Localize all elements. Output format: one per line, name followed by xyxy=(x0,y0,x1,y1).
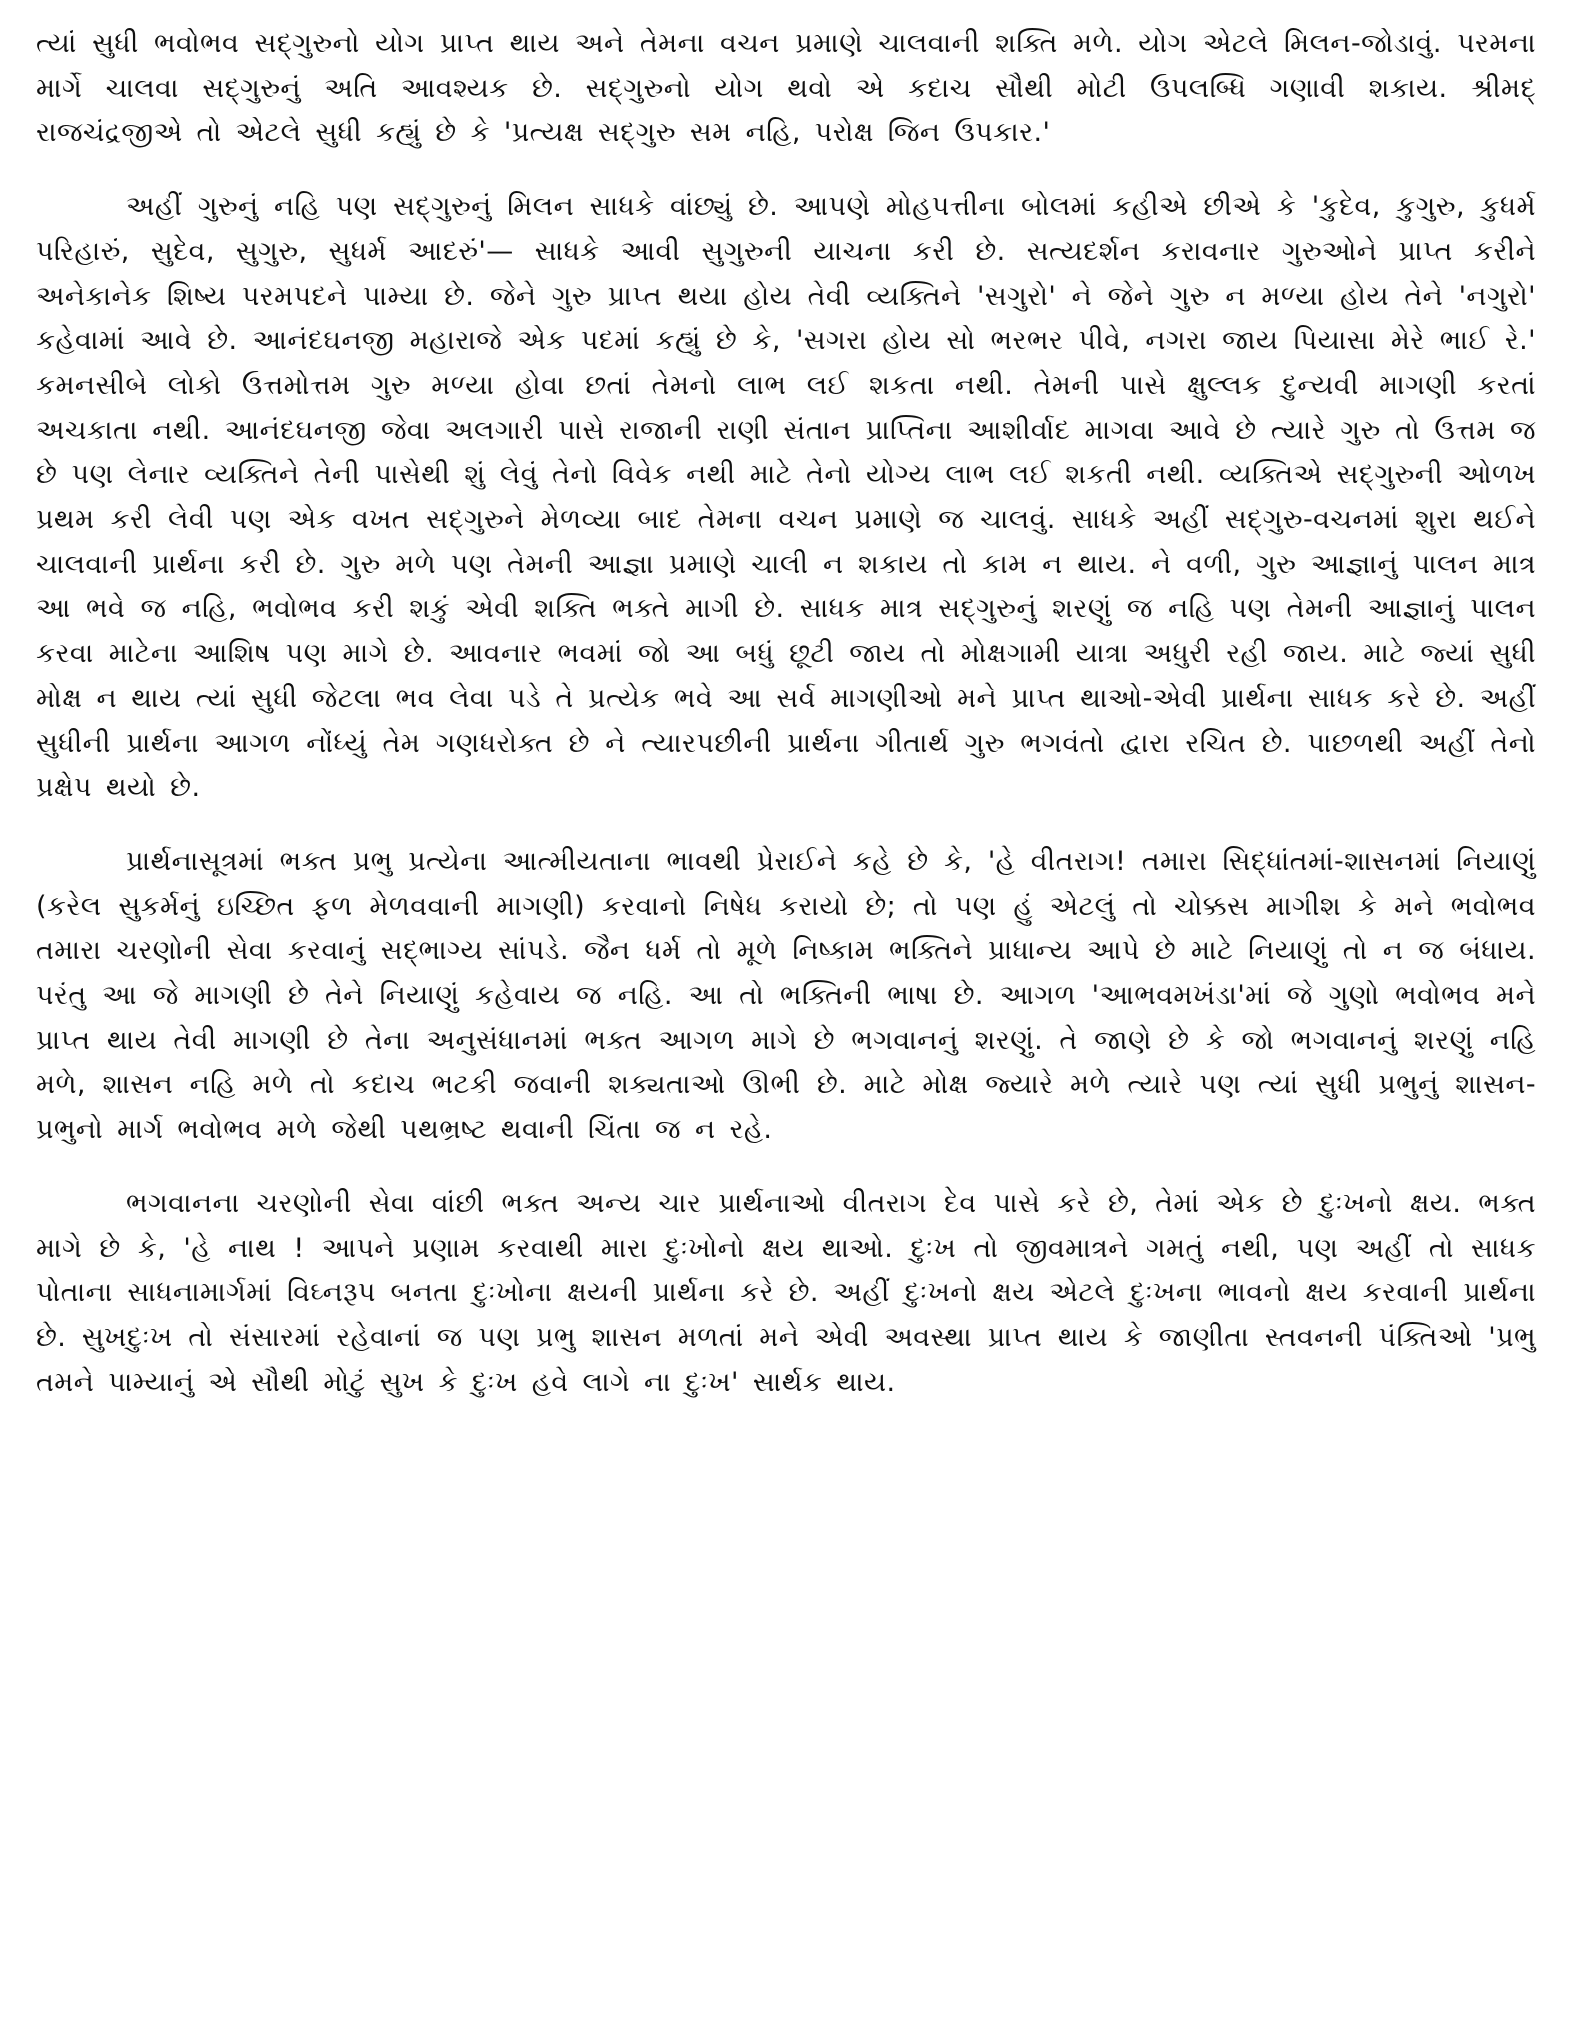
paragraph-1: ત્યાં સુધી ભવોભવ સદ્‌ગુરુનો યોગ પ્રાપ્ત થાય અને તેમના વચન પ્રમાણે ચાલવાની શક્તિ મળે. યોગ એટલે મિલન-જોડાવું. પરમના માર્ગે ચાલવા સદ્‌ગુરુનું અતિ આવશ્યક છે. સદ્‌ગુરુનો યોગ થવો એ કદાચ સૌથી મોટી ઉપલબ્ધિ ગણાવી શકાય. શ્રીમદ્‌ રાજચંદ્રજીએ તો એટલે સુધી કહ્યું છે કે 'પ્રત્યક્ષ સદ્‌ગુરુ સમ નહિ, પરોક્ષ જિન ઉપકાર.' xyxy=(36,28,1536,149)
paragraph-4: ભગવાનના ચરણોની સેવા વાંછી ભક્ત અન્ય ચાર પ્રાર્થનાઓ વીતરાગ દેવ પાસે કરે છે, તેમાં એક છે દુઃખનો ક્ષય. ભક્ત માગે છે કે, 'હે નાથ ! આપને પ્રણામ કરવાથી મારા દુઃખોનો ક્ષય થાઓ. દુઃખ તો જીવમાત્રને ગમતું નથી, પણ અહીં તો સાધક પોતાના સાધનામાર્ગમાં વિઘ્નરૂપ બનતા દુઃખોના ક્ષયની પ્રાર્થના કરે છે. અહીં દુઃખનો ક્ષય એટલે દુઃખના ભાવનો ક્ષય કરવાની પ્રાર્થના છે. સુખદુઃખ તો સંસારમાં રહેવાનાં જ પણ પ્રભુ શાસન મળતાં મને એવી અવસ્થા પ્રાપ્ત થાય કે જાણીતા સ્તવનની પંક્તિઓ 'પ્રભુ તમને પામ્યાનું એ સૌથી મોટું સુખ કે દુઃખ હવે લાગે ના દુઃખ' સાર્થક થાય. xyxy=(36,1187,1536,1398)
document-page xyxy=(36,22,1536,1405)
paragraph-2: અહીં ગુરુનું નહિ પણ સદ્‌ગુરુનું મિલન સાધકે વાંછ્યું છે. આપણે મોહપત્તીના બોલમાં કહીએ છીએ કે 'કુદેવ, કુગુરુ, કુધર્મ પરિહારું, સુદેવ, સુગુરુ, સુધર્મ આદરું'— સાધકે આવી સુગુરુની યાચના કરી છે. સત્યદર્શન કરાવનાર ગુરુઓને પ્રાપ્ત કરીને અનેકાનેક શિષ્ય પરમપદને પામ્યા છે. જેને ગુરુ પ્રાપ્ત થયા હોય તેવી વ્યક્તિને 'સગુરો' ને જેને ગુરુ ન મળ્યા હોય તેને 'નગુરો' કહેવામાં આવે છે. આનંદઘનજી મહારાજે એક પદમાં કહ્યું છે કે, 'સગરા હોય સો ભરભર પીવે, નગરા જાય પિયાસા મેરે ભાઈ રે.' કમનસીબે લોકો ઉત્તમોત્તમ ગુરુ મળ્યા હોવા છતાં તેમનો લાભ લઈ શકતા નથી. તેમની પાસે ક્ષુલ્લક દુન્યવી માગણી કરતાં અચકાતા નથી. આનંદઘનજી જેવા અલગારી પાસે રાજાની રાણી સંતાન પ્રાપ્તિના આશીર્વાદ માગવા આવે છે ત્યારે ગુરુ તો ઉત્તમ જ છે પણ લેનાર વ્યક્તિને તેની પાસેથી શું લેવું તેનો વિવેક નથી માટે તેનો યોગ્ય લાભ લઈ શકતી નથી. વ્યક્તિએ સદ્‌ગુરુની ઓળખ પ્રથમ કરી લેવી પણ એક વખત સદ્‌ગુરુને મેળવ્યા બાદ તેમના વચન પ્રમાણે જ ચાલવું. સાધકે અહીં સદ્‌ગુરુ-વચનમાં શુરા થઈને ચાલવાની પ્રાર્થના કરી છે. ગુરુ મળે પણ તેમની આજ્ઞા પ્રમાણે ચાલી ન શકાય તો કામ ન થાય. ને વળી, ગુરુ આજ્ઞાનું પાલન માત્ર આ ભવે જ નહિ, ભવોભવ કરી શકું એવી શક્તિ ભક્તે માગી છે. સાધક માત્ર સદ્‌ગુરુનું શરણું જ નહિ પણ તેમની આજ્ઞાનું પાલન કરવા માટેના આશિષ પણ માગે છે. આવનાર ભવમાં જો આ બધું છૂટી જાય તો મોક્ષગામી યાત્રા અધુરી રહી જાય. માટે જ્યાં સુધી મોક્ષ ન થાય ત્યાં સુધી જેટલા ભવ લેવા પડે તે પ્રત્યેક ભવે આ સર્વ માગણીઓ મને પ્રાપ્ત થાઓ-એવી પ્રાર્થના સાધક કરે છે. અહીં સુધીની પ્રાર્થના આગળ નોંધ્યું તેમ ગણધરોક્ત છે ને ત્યારપછીની પ્રાર્થના ગીતાર્થ ગુરુ ભગવંતો દ્વારા રચિત છે. પાછળથી અહીં તેનો પ્રક્ષેપ થયો છે. xyxy=(36,191,1536,804)
paragraph-3: પ્રાર્થનાસૂત્રમાં ભક્ત પ્રભુ પ્રત્યેના આત્મીયતાના ભાવથી પ્રેરાઈને કહે છે કે, 'હે વીતરાગ! તમારા સિદ્ધાંતમાં-શાસનમાં નિયાણું (કરેલ સુકર્મનું ઇચ્છિત ફળ મેળવવાની માગણી) કરવાનો નિષેધ કરાયો છે; તો પણ હું એટલું તો ચોક્કસ માગીશ કે મને ભવોભવ તમારા ચરણોની સેવા કરવાનું સદ્‌ભાગ્ય સાંપડે. જૈન ધર્મ તો મૂળે નિષ્કામ ભક્તિને પ્રાધાન્ય આપે છે માટે નિયાણું તો ન જ બંધાય. પરંતુ આ જે માગણી છે તેને નિયાણું કહેવાય જ નહિ. આ તો ભક્તિની ભાષા છે. આગળ 'આભવમખંડા'માં જે ગુણો ભવોભવ મને પ્રાપ્ત થાય તેવી માગણી છે તેના અનુસંધાનમાં ભક્ત આગળ માગે છે ભગવાનનું શરણું. તે જાણે છે કે જો ભગવાનનું શરણું નહિ મળે, શાસન નહિ મળે તો કદાચ ભટકી જવાની શક્યતાઓ ઊભી છે. માટે મોક્ષ જ્યારે મળે ત્યારે પણ ત્યાં સુધી પ્રભુનું શાસન-પ્રભુનો માર્ગ ભવોભવ મળે જેથી પથભ્રષ્ટ થવાની ચિંતા જ ન રહે. xyxy=(36,845,1536,1146)
